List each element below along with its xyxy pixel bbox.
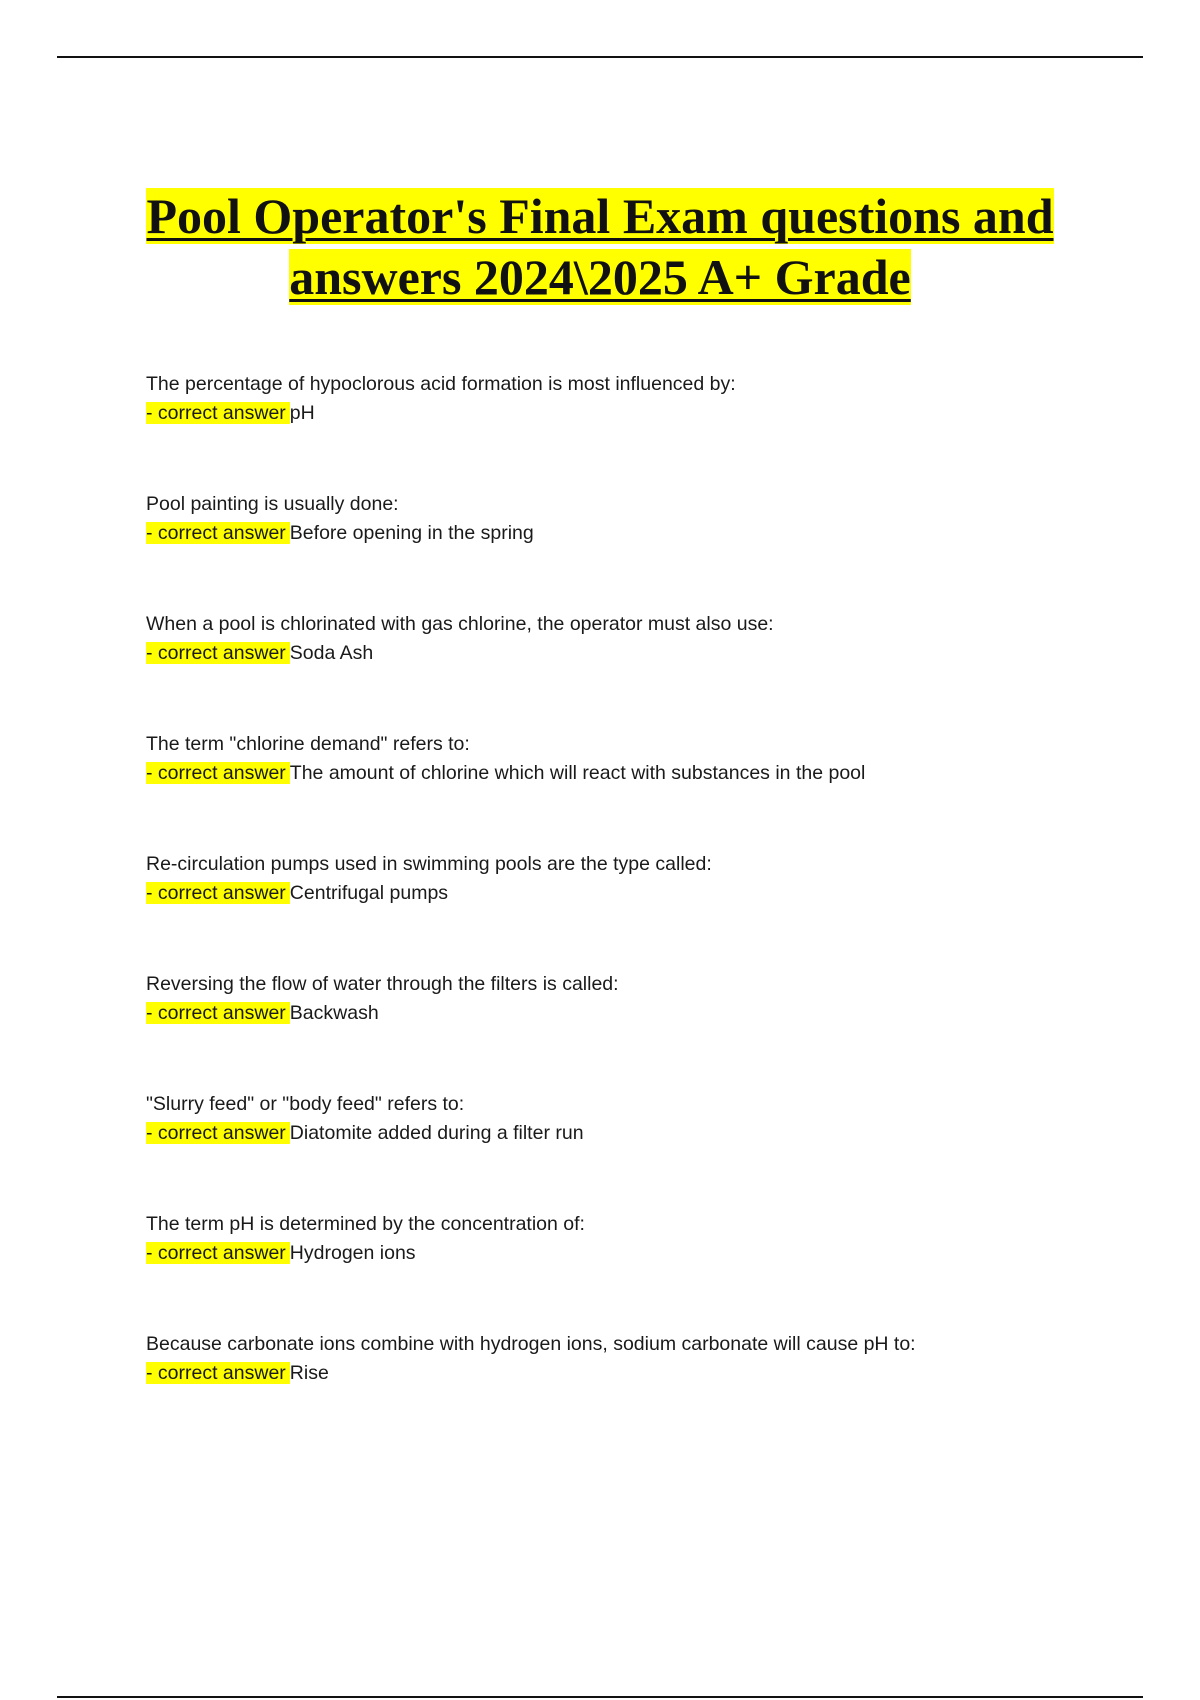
answer-line <box>146 639 1146 668</box>
answer-line <box>146 759 1146 788</box>
answer-tag: - correct answer <box>146 1122 290 1144</box>
qa-item <box>146 730 1146 850</box>
answer-text: Rise <box>289 1362 329 1384</box>
title-line-1: Pool Operator's Final Exam questions and <box>146 188 1054 244</box>
bottom-divider <box>57 1696 1143 1698</box>
answer-text: Centrifugal pumps <box>289 882 449 904</box>
answer-tag: - correct answer <box>146 1242 290 1264</box>
answer-line <box>146 999 1146 1028</box>
question-text: The percentage of hypoclorous acid formation is most influenced by: <box>146 373 736 395</box>
qa-item <box>146 1210 1146 1330</box>
qa-item <box>146 970 1146 1090</box>
question-text: Re-circulation pumps used in swimming pools are the type called: <box>146 853 712 875</box>
title-line-2: answers 2024\2025 A+ Grade <box>289 249 911 305</box>
answer-line <box>146 519 1146 548</box>
top-divider <box>57 56 1143 58</box>
question-text: The term pH is determined by the concentration of: <box>146 1213 585 1235</box>
qa-item <box>146 610 1146 730</box>
answer-tag: - correct answer <box>146 882 290 904</box>
answer-line <box>146 879 1146 908</box>
answer-tag: - correct answer <box>146 1362 290 1384</box>
qa-item <box>146 1330 1146 1450</box>
question-text: Because carbonate ions combine with hydrogen ions, sodium carbonate will cause pH to: <box>146 1333 916 1355</box>
qa-item <box>146 850 1146 970</box>
answer-line <box>146 399 1146 428</box>
answer-text: Soda Ash <box>289 642 374 664</box>
qa-item <box>146 1090 1146 1210</box>
answer-text: Backwash <box>289 1002 379 1024</box>
answer-line <box>146 1359 1146 1388</box>
answer-tag: - correct answer <box>146 762 290 784</box>
answer-tag: - correct answer <box>146 1002 290 1024</box>
qa-item <box>146 370 1146 490</box>
answer-tag: - correct answer <box>146 522 290 544</box>
answer-tag: - correct answer <box>146 642 290 664</box>
question-text: Reversing the flow of water through the filters is called: <box>146 973 619 995</box>
answer-tag: - correct answer <box>146 402 290 424</box>
qa-list <box>146 370 1146 1450</box>
answer-line <box>146 1119 1146 1148</box>
question-text: Pool painting is usually done: <box>146 493 399 515</box>
question-text: When a pool is chlorinated with gas chlorine, the operator must also use: <box>146 613 774 635</box>
answer-text: pH <box>289 402 315 424</box>
document-title <box>0 186 1200 308</box>
answer-text: Diatomite added during a filter run <box>289 1122 584 1144</box>
answer-text: Hydrogen ions <box>289 1242 416 1264</box>
answer-text: The amount of chlorine which will react with substances in the pool <box>289 762 866 784</box>
answer-text: Before opening in the spring <box>289 522 534 544</box>
question-text: "Slurry feed" or "body feed" refers to: <box>146 1093 465 1115</box>
question-text: The term "chlorine demand" refers to: <box>146 733 470 755</box>
qa-item <box>146 490 1146 610</box>
answer-line <box>146 1239 1146 1268</box>
